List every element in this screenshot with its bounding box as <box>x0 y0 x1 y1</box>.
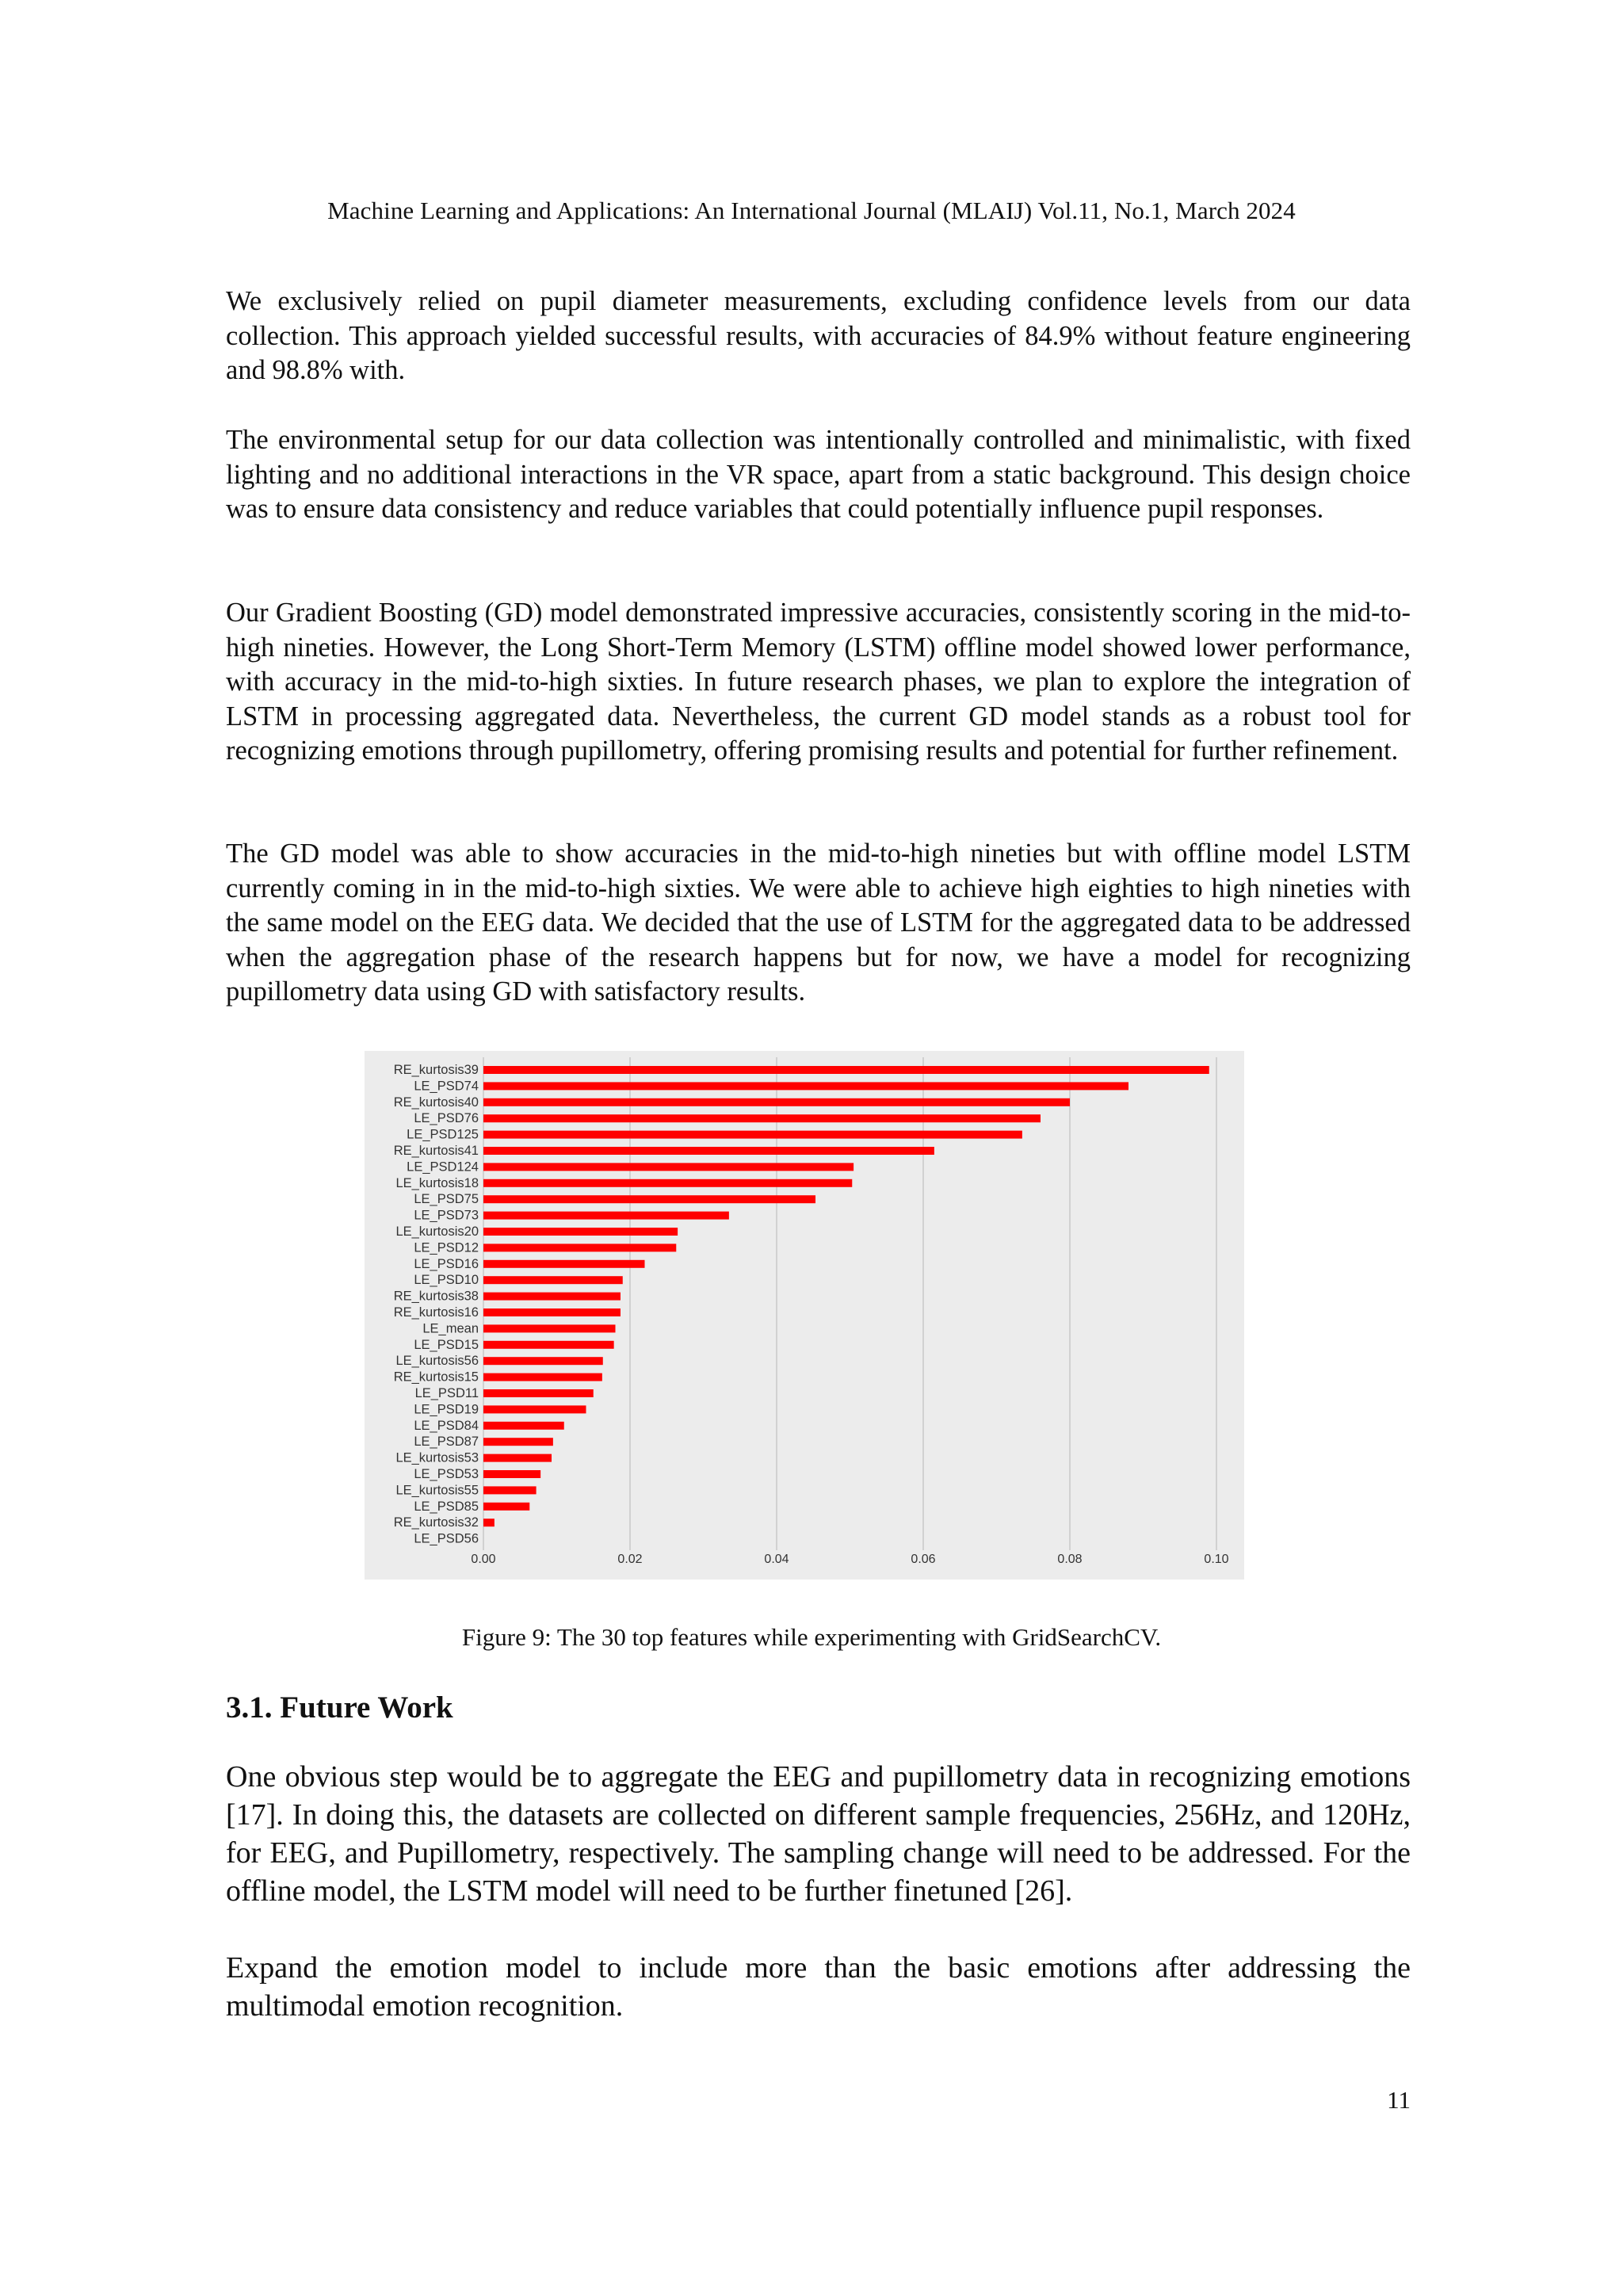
bar <box>483 1147 934 1155</box>
bar <box>483 1114 1041 1122</box>
y-tick-label: LE_PSD85 <box>414 1499 479 1514</box>
y-tick-label: LE_PSD84 <box>414 1418 479 1433</box>
y-tick-label: RE_kurtosis39 <box>393 1063 479 1077</box>
section-heading: 3.1. Future Work <box>226 1690 453 1725</box>
y-tick-label: RE_kurtosis16 <box>393 1305 479 1320</box>
bar <box>483 1373 602 1381</box>
paragraph-4: The GD model was able to show accuracies in the mid-to-high nineties but with offline model LSTM currently coming in in the mid-to-high sixties. We were able to achieve high eighties to high nineties with the same model on the EEG data. We decided that the use of LSTM for the aggregated data to be addressed when the aggregation phase of the research happens but for now, we have a model for recognizing pupillometry data using GD with satisfactory results. <box>226 839 1411 1007</box>
bar <box>483 1422 564 1430</box>
bar <box>483 1293 621 1301</box>
y-tick-label: LE_PSD10 <box>414 1273 479 1288</box>
y-tick-label: LE_PSD19 <box>414 1402 479 1417</box>
bar <box>483 1357 603 1365</box>
bar <box>483 1260 645 1268</box>
paragraph-3: Our Gradient Boosting (GD) model demonstrated impressive accuracies, consistently scoring in the mid-to-high nineties. However, the Long Short-Term Memory (LSTM) offline model showed lower performance, with accuracy in the mid-to-high sixties. In future research phases, we plan to explore the integration of LSTM in processing aggregated data. Nevertheless, the current GD model stands as a robust tool for recognizing emotions through pupillometry, offering promising results and potential for further refinement. <box>226 598 1411 766</box>
y-tick-label: LE_PSD87 <box>414 1435 479 1450</box>
y-tick-label: LE_PSD11 <box>414 1386 479 1400</box>
y-tick-label: LE_kurtosis55 <box>395 1483 479 1498</box>
bar <box>483 1341 614 1349</box>
y-tick-label: LE_PSD73 <box>414 1208 479 1223</box>
x-tick-label: 0.10 <box>1204 1553 1229 1566</box>
paragraph-2: The environmental setup for our data collection was intentionally controlled and minimalistic, with fixed lighting and no additional interactions in the VR space, apart from a static background. This design choice was to ensure data consistency and reduce variables that could potentially influence pupil responses. <box>226 425 1411 524</box>
bar <box>483 1405 586 1413</box>
y-tick-label: LE_PSD74 <box>414 1079 479 1094</box>
y-tick-label: LE_kurtosis53 <box>395 1450 479 1465</box>
bar <box>483 1519 495 1526</box>
y-tick-label: LE_mean <box>422 1321 479 1336</box>
x-tick-label: 0.06 <box>911 1553 936 1566</box>
bar <box>483 1503 529 1511</box>
feature-importance-chart <box>365 1051 1244 1580</box>
section-paragraph-1: One obvious step would be to aggregate the EEG and pupillometry data in recognizing emotions [17]. In doing this, the datasets are collected on different sample frequencies, 256Hz, and 120Hz, for EEG, and Pupillometry, respectively. The sampling change will need to be addressed. For the offline model, the LSTM model will need to be further finetuned [26]. <box>226 1760 1411 1908</box>
bar <box>483 1066 1209 1074</box>
y-tick-label: LE_PSD15 <box>414 1337 479 1352</box>
bar <box>483 1163 854 1171</box>
bar <box>483 1454 552 1462</box>
y-tick-label: LE_kurtosis20 <box>395 1224 479 1239</box>
bar <box>483 1324 616 1332</box>
bar <box>483 1195 815 1203</box>
bar <box>483 1212 729 1220</box>
page-number: 11 <box>1387 2086 1411 2114</box>
section-paragraph-2: Expand the emotion model to include more than the basic emotions after addressing the multimodal emotion recognition. <box>226 1951 1411 2023</box>
x-tick-label: 0.00 <box>471 1553 496 1566</box>
bar <box>483 1131 1022 1139</box>
y-tick-label: LE_PSD76 <box>414 1111 479 1126</box>
y-tick-label: RE_kurtosis38 <box>393 1289 479 1304</box>
bar <box>483 1486 537 1494</box>
bar <box>483 1308 621 1316</box>
y-tick-label: LE_PSD75 <box>414 1192 479 1207</box>
y-tick-label: LE_kurtosis18 <box>395 1175 479 1190</box>
y-tick-label: LE_PSD125 <box>407 1127 479 1142</box>
bar <box>483 1276 623 1284</box>
y-tick-label: RE_kurtosis40 <box>393 1095 479 1110</box>
bar <box>483 1228 678 1236</box>
journal-header: Machine Learning and Applications: An International Journal (MLAIJ) Vol.11, No.1, March 2024 <box>327 197 1296 224</box>
x-tick-label: 0.04 <box>764 1553 789 1566</box>
y-tick-label: RE_kurtosis32 <box>393 1515 479 1530</box>
paragraph-1: We exclusively relied on pupil diameter measurements, excluding confidence levels from our data collection. This approach yielded successful results, with accuracies of 84.9% without feature engineering and 98.8% with. <box>226 286 1411 385</box>
x-tick-label: 0.02 <box>617 1553 643 1566</box>
bar-chart-svg <box>365 1051 1244 1580</box>
y-tick-label: RE_kurtosis41 <box>393 1144 479 1158</box>
y-tick-label: LE_PSD56 <box>414 1531 479 1546</box>
bar <box>483 1389 594 1397</box>
bar <box>483 1244 676 1251</box>
bar <box>483 1082 1128 1090</box>
y-tick-label: LE_PSD12 <box>414 1240 479 1255</box>
y-tick-label: LE_PSD53 <box>414 1467 479 1481</box>
y-tick-label: LE_kurtosis56 <box>395 1354 479 1369</box>
y-tick-label: LE_PSD16 <box>414 1256 479 1271</box>
bar <box>483 1098 1070 1106</box>
x-tick-label: 0.08 <box>1057 1553 1083 1566</box>
figure-caption: Figure 9: The 30 top features while experimenting with GridSearchCV. <box>461 1623 1162 1651</box>
bar <box>483 1179 852 1187</box>
y-tick-label: LE_PSD124 <box>407 1159 479 1175</box>
y-tick-label: RE_kurtosis15 <box>393 1370 479 1385</box>
bar <box>483 1470 540 1478</box>
bar <box>483 1438 553 1446</box>
